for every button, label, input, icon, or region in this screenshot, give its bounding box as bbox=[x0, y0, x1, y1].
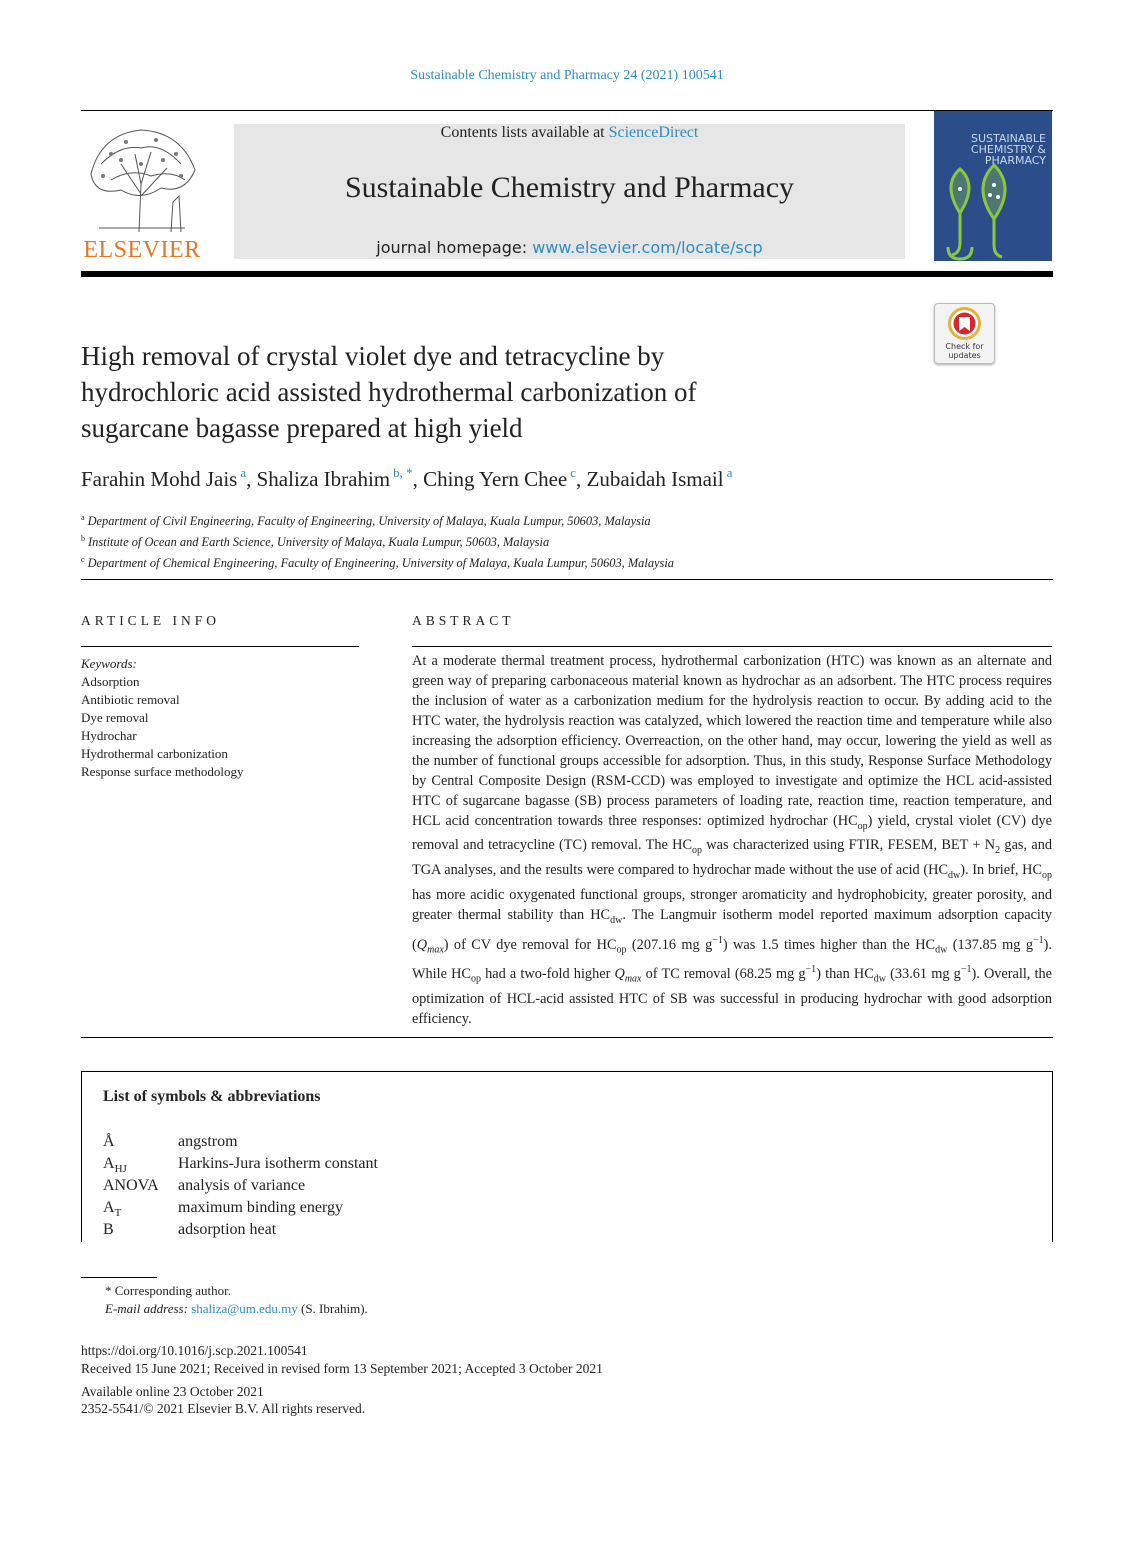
abstract-rule bbox=[412, 646, 1052, 647]
header-top-rule bbox=[81, 110, 1053, 111]
symbol-cell bbox=[103, 1177, 178, 1197]
title-line: sugarcane bagasse prepared at high yield bbox=[81, 413, 523, 443]
symbol-cell bbox=[103, 1221, 178, 1241]
abstract-heading: ABSTRACT bbox=[412, 613, 515, 628]
symbols-heading: List of symbols & abbreviations bbox=[103, 1088, 321, 1105]
symbol: B bbox=[103, 1221, 114, 1238]
copyright: 2352-5541/© 2021 Elsevier B.V. All rights reserved. bbox=[81, 1401, 366, 1416]
article-info-heading: ARTICLE INFO bbox=[81, 613, 221, 628]
email-note bbox=[105, 1301, 368, 1317]
author-separator: , bbox=[246, 467, 257, 491]
keyword[interactable]: Adsorption bbox=[81, 674, 140, 689]
symbol-meaning: maximum binding energy bbox=[178, 1199, 344, 1216]
title-line: hydrochloric acid assisted hydrothermal carbonization of bbox=[81, 377, 697, 407]
homepage-prefix: journal homepage: bbox=[376, 238, 533, 257]
article-title bbox=[81, 338, 881, 446]
homepage-link[interactable]: www.elsevier.com/locate/scp bbox=[532, 238, 763, 257]
article-history: Received 15 June 2021; Received in revised form 13 September 2021; Accepted 3 October 2021 bbox=[81, 1361, 603, 1376]
symbol-subscript: T bbox=[114, 1207, 122, 1220]
author-name[interactable]: Shaliza Ibrahim bbox=[256, 467, 391, 491]
contents-prefix: Contents lists available at bbox=[440, 124, 609, 141]
affiliation-mark: c bbox=[81, 555, 85, 564]
symbols-box bbox=[81, 1071, 1053, 1242]
email-link[interactable]: shaliza@um.edu.my bbox=[191, 1301, 298, 1316]
keyword[interactable]: Dye removal bbox=[81, 710, 149, 725]
keyword[interactable]: Response surface methodology bbox=[81, 764, 244, 779]
symbol-meaning: adsorption heat bbox=[178, 1221, 277, 1238]
keyword[interactable]: Hydrochar bbox=[81, 728, 137, 743]
symbol-meaning: angstrom bbox=[178, 1133, 238, 1150]
sciencedirect-link[interactable]: ScienceDirect bbox=[608, 124, 699, 141]
affiliation-text: Institute of Ocean and Earth Science, University of Malaya, Kuala Lumpur, 50603, Malaysia bbox=[88, 535, 550, 549]
cover-title-line: CHEMISTRY & bbox=[970, 143, 1046, 156]
affiliation bbox=[81, 530, 674, 551]
cover-title-line: PHARMACY bbox=[984, 154, 1046, 167]
keyword[interactable]: Antibiotic removal bbox=[81, 692, 180, 707]
keywords-list bbox=[81, 655, 243, 781]
contents-line bbox=[234, 124, 905, 142]
author-separator: , bbox=[412, 467, 424, 491]
symbol-subscript: HJ bbox=[114, 1163, 127, 1176]
author-affiliation-mark[interactable]: a bbox=[726, 465, 733, 480]
cover-title-line: SUSTAINABLE bbox=[970, 132, 1046, 145]
affiliation bbox=[81, 551, 674, 572]
elsevier-tree-icon bbox=[81, 124, 203, 234]
symbol-cell bbox=[103, 1133, 178, 1153]
check-for-updates-badge[interactable] bbox=[934, 303, 995, 364]
symbol-row bbox=[103, 1155, 378, 1175]
author-name[interactable]: Farahin Mohd Jais bbox=[81, 467, 238, 491]
symbol-row bbox=[103, 1177, 305, 1197]
symbol: Å bbox=[103, 1133, 115, 1150]
affiliations bbox=[81, 509, 674, 572]
check-updates-label: Check for updates bbox=[945, 342, 984, 360]
symbol-cell bbox=[103, 1199, 178, 1219]
symbol-meaning: Harkins-Jura isotherm constant bbox=[178, 1155, 378, 1172]
symbol: ANOVA bbox=[103, 1177, 159, 1194]
symbol: A bbox=[103, 1155, 115, 1172]
affiliation-mark: b bbox=[81, 534, 85, 543]
leaf-flask-icon bbox=[938, 161, 1048, 261]
available-online: Available online 23 October 2021 bbox=[81, 1384, 264, 1399]
author-affiliation-mark[interactable]: a bbox=[240, 465, 247, 480]
keywords-label: Keywords: bbox=[81, 656, 137, 671]
symbol-meaning: analysis of variance bbox=[178, 1177, 306, 1194]
affiliation bbox=[81, 509, 674, 530]
doi-link[interactable]: https://doi.org/10.1016/j.scp.2021.100541 bbox=[81, 1343, 308, 1358]
abstract-text: At a moderate thermal treatment process, hydrothermal carbonization (HTC) was known as an alternate and green way of preparing carbonaceous material known as hydrochar as an adsorbent. The HTC process requires the inclusion of water as a carbonization medium for the hydrolysis reaction to occur. By adding acid to the HTC water, the hydrolysis reaction was catalyzed, which lowered the reaction time and temperature while also increasing the adsorption efficiency. Overreaction, on the other hand, may occur, lowering the yield as well as the number of functional groups accessible for adsorption. Thus, in this study, Response Surface Methodology by Central Composite Design (RSM-CCD) was employed to investigate and optimize the HCL acid-assisted HTC of sugarcane bagasse (SB) process parameters of loading rate, reaction time, reaction temperature, and HCL acid concentration towards three responses: optimized hydrochar $(HC_{op})$ yield, crystal violet (CV) dye removal and tetracycline (TC) removal. The $HC_{op}$ was characterized using FTIR, FESEM, BET + $N_2$ gas, and TGA analyses, and the results were compared to hydrochar made without the use of acid $(HC_{dw})$. In brief, $HC_{op}$ has more acidic oxygenated functional groups, stronger aromaticity and hydrophobicity, greater porosity, and greater thermal stability than $HC_{dw}$. The Langmuir isotherm model reported maximum adsorption capacity $(Q_{max})$ of CV dye removal for $HC_{op}$ (207.16 mg $g^{-1}$) was 1.5 times higher than the $HC_{dw}$ (137.85 mg $g^{-1}$). While $HC_{op}$ had a two-fold higher $Q_{max}$ of TC removal (68.25 mg $g^{-1}$) than $HC_{dw}$ (33.61 mg $g^{-1}$). Overall, the optimization of HCL-acid assisted HTC of SB was successful in producing hydrochar with good adsorption efficiency. bbox=[412, 653, 1053, 1027]
elsevier-wordmark: ELSEVIER bbox=[83, 237, 201, 263]
journal-cover[interactable] bbox=[934, 111, 1052, 261]
symbol: A bbox=[103, 1199, 115, 1216]
affiliation-mark: a bbox=[81, 513, 85, 522]
article-info-rule bbox=[81, 646, 359, 647]
journal-banner bbox=[234, 124, 905, 259]
homepage-line bbox=[234, 238, 905, 257]
check-updates-icon bbox=[948, 307, 981, 340]
affiliation-text: Department of Civil Engineering, Faculty of Engineering, University of Malaya, Kuala Lumpur, 50603, Malaysia bbox=[87, 514, 651, 528]
author-name[interactable]: Ching Yern Chee bbox=[423, 467, 568, 491]
symbol-row bbox=[103, 1199, 343, 1219]
symbol-row bbox=[103, 1133, 238, 1153]
keyword[interactable]: Hydrothermal carbonization bbox=[81, 746, 228, 761]
journal-citation[interactable]: Sustainable Chemistry and Pharmacy 24 (2021) 100541 bbox=[410, 68, 724, 83]
title-line: High removal of crystal violet dye and tetracycline by bbox=[81, 341, 665, 371]
abstract-bottom-rule bbox=[81, 1037, 1053, 1038]
affiliations-rule bbox=[81, 579, 1053, 580]
author-name[interactable]: Zubaidah Ismail bbox=[586, 467, 724, 491]
affiliation-text: Department of Chemical Engineering, Faculty of Engineering, University of Malaya, Kuala Lumpur, 50603, Malaysia bbox=[87, 556, 674, 570]
symbol-cell bbox=[103, 1155, 178, 1175]
author-separator: , bbox=[576, 467, 587, 491]
journal-name: Sustainable Chemistry and Pharmacy bbox=[344, 171, 795, 204]
footnote-rule bbox=[81, 1277, 157, 1278]
elsevier-logo bbox=[81, 124, 203, 264]
corresponding-author-note: * Corresponding author. bbox=[105, 1283, 232, 1298]
email-label: E-mail address: bbox=[105, 1301, 192, 1316]
header-thick-rule bbox=[81, 271, 1053, 277]
email-suffix: (S. Ibrahim). bbox=[297, 1301, 368, 1316]
author-affiliation-mark[interactable]: b, * bbox=[393, 465, 413, 480]
author-list bbox=[81, 465, 732, 492]
symbol-row bbox=[103, 1221, 276, 1241]
author-affiliation-mark[interactable]: c bbox=[570, 465, 577, 480]
